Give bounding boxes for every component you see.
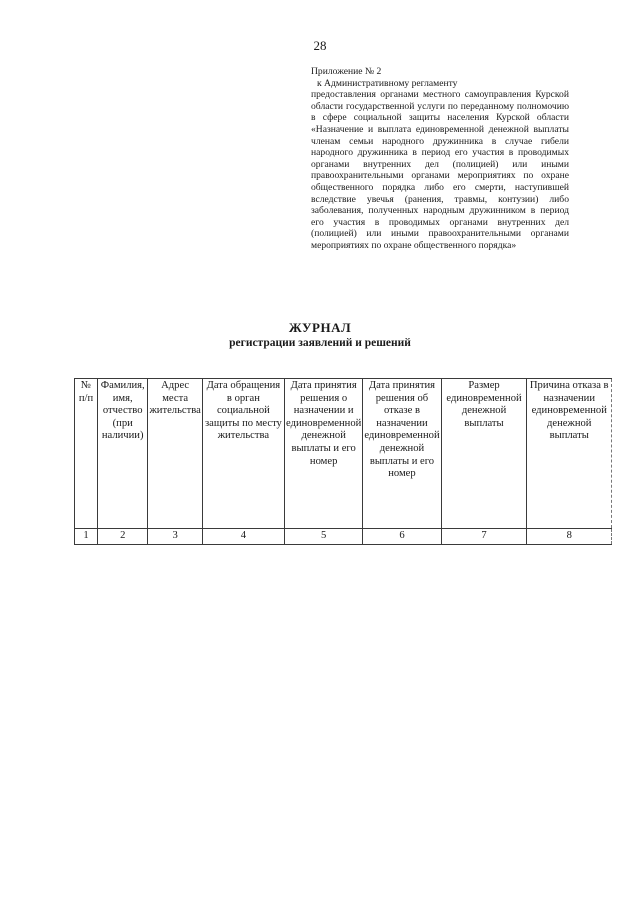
- page-number: 28: [313, 38, 327, 53]
- header-cell-full-name: Фамилия, имя, отчество (при наличии): [97, 379, 148, 529]
- appendix-title: Приложение № 2: [311, 66, 382, 77]
- column-number-cell: 1: [75, 529, 98, 545]
- header-cell-payment-amount: Размер единовременной денежной выплаты: [441, 379, 527, 529]
- column-number-cell: 3: [148, 529, 202, 545]
- header-cell-refusal-decision: Дата принятия решения об отказе в назначении единовременной денежной выплаты и его номер: [363, 379, 441, 529]
- journal-subtitle: регистрации заявлений и решений: [229, 337, 411, 349]
- appendix-reference: к Административному регламенту: [317, 77, 458, 89]
- header-cell-refusal-reason: Причина отказа в назначении единовременной денежной выплаты: [527, 379, 612, 529]
- column-number-cell: 5: [285, 529, 363, 545]
- column-number-cell: 4: [202, 529, 284, 545]
- header-cell-approval-decision: Дата принятия решения о назначении и единовременной денежной выплаты и его номер: [285, 379, 363, 529]
- journal-title: ЖУРНАЛ: [288, 320, 352, 335]
- table-header-row: [75, 379, 612, 529]
- column-number-cell: 6: [363, 529, 441, 545]
- header-cell-application-date: Дата обращения в орган социальной защиты по месту жительства: [202, 379, 284, 529]
- column-number-cell: 2: [97, 529, 148, 545]
- appendix-block: [311, 66, 569, 252]
- header-cell-number: № п/п: [75, 379, 98, 529]
- column-number-cell: 7: [441, 529, 527, 545]
- header-cell-address: Адрес места жительства: [148, 379, 202, 529]
- appendix-body: предоставления органами местного самоуправления Курской области государственной услуги по переданному полномочию в сфере социальной защиты населения Курской области «Назначение и выплата единовременной денежной выплаты членам семьи народного дружинника в случае гибели народного дружинника в период его участия в проводимых органами внутренних дел (полицией) или иными правоохранительными органами мероприятиях по охране общественного порядка либо его смерти, наступившей вследствие увечья (ранения, травмы, контузии) либо заболевания, полученных народным дружинником в период его участия в проводимых органами внутренних дел (полицией) или иными правоохранительными органами мероприятиях по охране общественного порядка»: [311, 89, 569, 251]
- journal-table: [74, 378, 612, 545]
- column-number-cell: 8: [527, 529, 612, 545]
- table-row: [75, 529, 612, 545]
